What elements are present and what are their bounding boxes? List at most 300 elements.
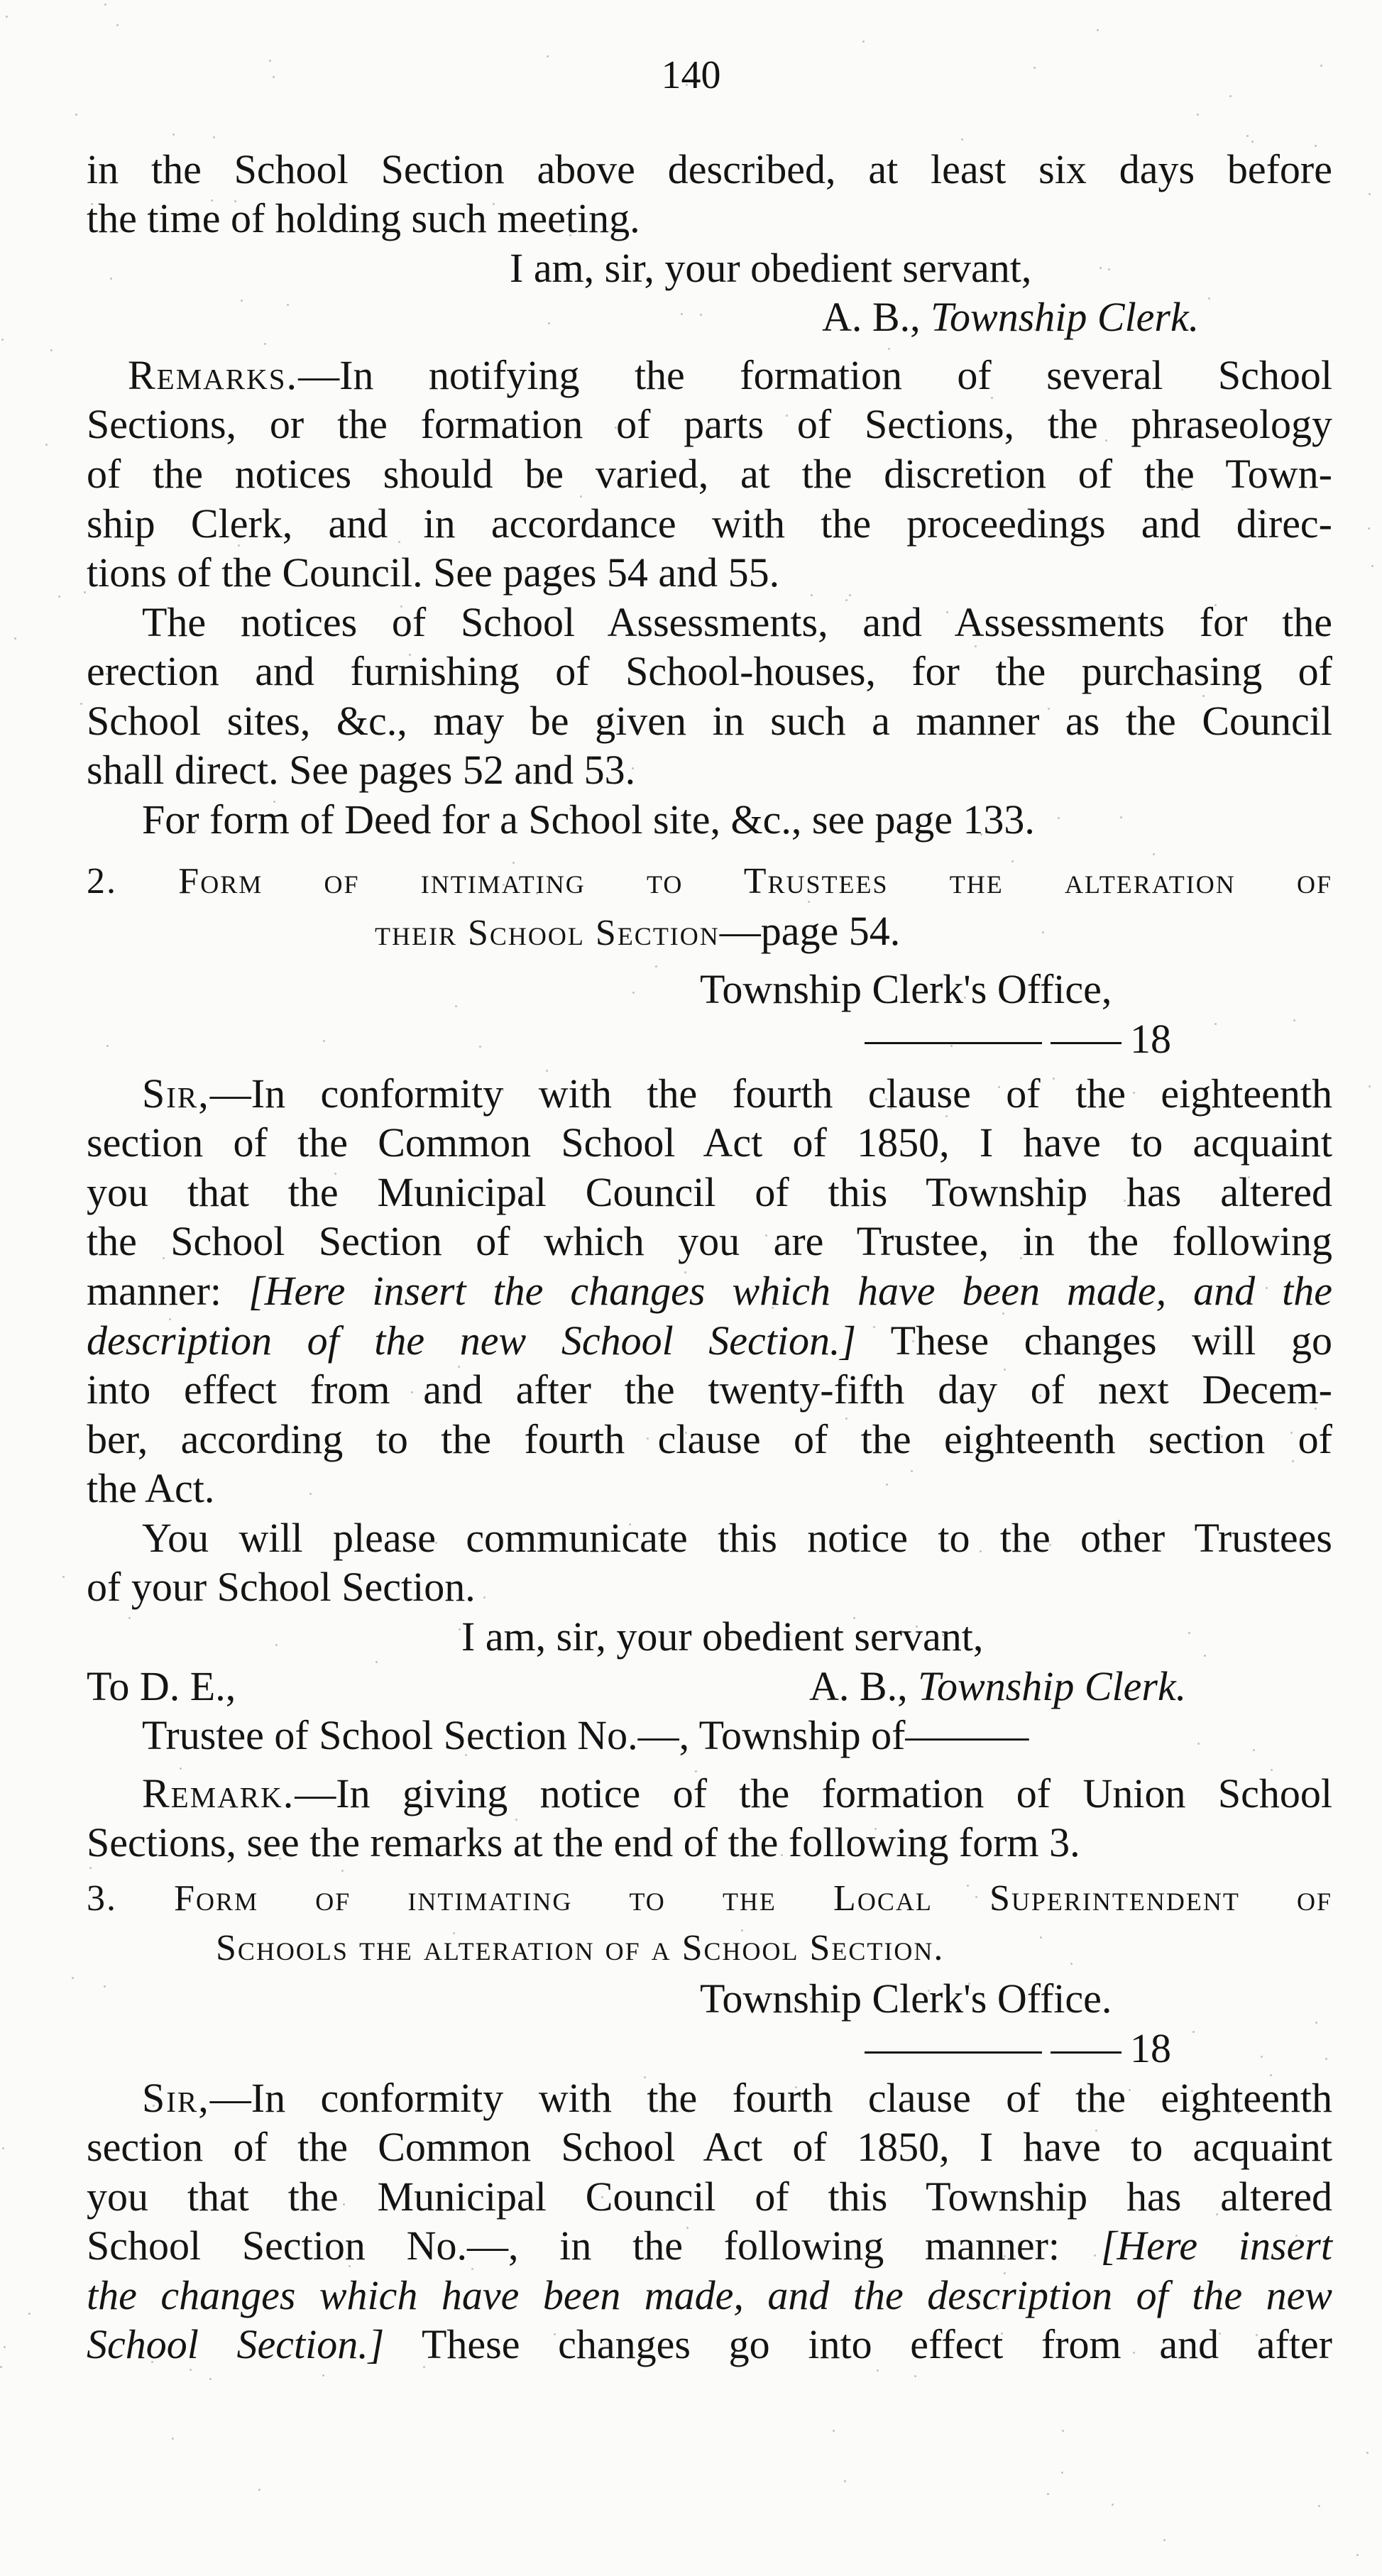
- office-line: Township Clerk's Office.: [700, 1975, 1112, 2022]
- paper-speck: [1256, 2334, 1258, 2336]
- addressee: To D. E.,: [87, 1663, 236, 1709]
- paper-speck: [512, 862, 515, 864]
- paper-speck: [75, 114, 77, 116]
- paper-speck: [961, 138, 963, 141]
- remark-line: Remark.—In giving notice of the formation of Union School: [142, 1770, 1332, 1816]
- paper-speck: [700, 314, 702, 316]
- paper-speck: [1033, 67, 1036, 69]
- paper-speck: [1292, 1460, 1294, 1462]
- paper-speck: [1133, 1092, 1135, 1094]
- paper-speck: [163, 1257, 165, 1259]
- paper-speck: [1034, 329, 1036, 331]
- paper-speck: [275, 1644, 278, 1646]
- paper-speck: [1315, 2022, 1317, 2024]
- paper-speck: [435, 1542, 437, 1544]
- paper-speck: [1208, 297, 1210, 300]
- paper-speck: [888, 348, 890, 350]
- paper-speck: [1070, 1963, 1073, 1965]
- paper-speck: [853, 1617, 855, 1619]
- paper-speck: [1251, 141, 1254, 143]
- date-blank: [1051, 1042, 1121, 1044]
- paper-speck: [664, 481, 666, 483]
- paper-speck: [180, 1767, 182, 1770]
- paper-speck: [912, 1340, 914, 1342]
- paper-speck: [1202, 695, 1205, 697]
- paper-speck: [870, 2241, 872, 2243]
- paper-speck: [238, 544, 240, 547]
- paper-speck: [1188, 1632, 1190, 1634]
- paper-speck: [810, 1997, 812, 2000]
- signature-title: Township Clerk.: [931, 294, 1200, 340]
- text-line: School Section.] These changes go into effect from and after: [87, 2321, 1332, 2367]
- remarks-line: Remarks.—In notifying the formation of several School: [128, 352, 1332, 398]
- paper-speck: [1062, 2430, 1064, 2432]
- paper-speck: [1253, 1749, 1255, 1751]
- paper-speck: [1356, 2554, 1359, 2556]
- paper-speck: [685, 1432, 687, 1434]
- paper-speck: [1124, 1200, 1126, 1202]
- paper-speck: [849, 594, 851, 596]
- text-line: School Section No.—, in the following manner: [Here insert: [87, 2223, 1332, 2269]
- paper-speck: [1317, 711, 1319, 713]
- paper-speck: [590, 757, 592, 760]
- closing-line: I am, sir, your obedient servant,: [461, 1613, 984, 1660]
- paper-speck: [911, 1470, 913, 1472]
- paper-speck: [6, 16, 8, 18]
- paper-speck: [106, 1045, 109, 1047]
- paper-speck: [241, 300, 243, 302]
- paper-speck: [1191, 2090, 1193, 2092]
- paper-speck: [273, 801, 275, 803]
- paper-speck: [1002, 1312, 1004, 1315]
- paper-speck: [750, 994, 752, 996]
- paper-speck: [309, 1493, 312, 1495]
- paper-speck: [153, 2105, 155, 2107]
- form-heading-line2: Schools the alteration of a School Section.: [216, 1928, 945, 1968]
- paper-speck: [708, 425, 711, 427]
- paper-speck: [1124, 622, 1126, 624]
- paper-speck: [844, 2480, 846, 2482]
- signature-name: A. B.,: [822, 294, 921, 340]
- paper-speck: [1204, 1655, 1206, 1657]
- paper-speck: [688, 629, 690, 631]
- paper-speck: [789, 1633, 791, 1635]
- paper-speck: [647, 1437, 649, 1440]
- text-line: You will please communicate this notice to the other Trustees: [142, 1515, 1332, 1561]
- text-line: ship Clerk, and in accordance with the proceedings and direc-: [87, 500, 1332, 547]
- paper-speck: [411, 1391, 413, 1393]
- paper-speck: [375, 1661, 378, 1663]
- paper-speck: [1192, 2031, 1195, 2033]
- text-line: you that the Municipal Council of this Township has altered: [87, 1169, 1332, 1215]
- paper-speck: [1108, 268, 1110, 270]
- paper-speck: [823, 257, 825, 259]
- paper-speck: [686, 84, 688, 86]
- text-line: ber, according to the fourth clause of the eighteenth section of: [87, 1416, 1332, 1462]
- paper-speck: [1270, 2074, 1272, 2076]
- paper-speck: [264, 343, 266, 345]
- paper-speck: [1320, 65, 1322, 67]
- paper-speck: [1120, 816, 1122, 818]
- paper-speck: [2, 2147, 4, 2149]
- signature-name: A. B.,: [809, 1663, 908, 1709]
- paper-speck: [45, 444, 48, 446]
- paper-speck: [1049, 1544, 1051, 1546]
- paper-speck: [845, 1418, 848, 1420]
- paper-speck: [1237, 2112, 1239, 2114]
- paper-speck: [190, 2369, 192, 2371]
- paper-speck: [89, 1867, 92, 1869]
- paper-speck: [644, 2076, 646, 2078]
- paper-speck: [80, 703, 82, 705]
- text-line: tions of the Council. See pages 54 and 55.: [87, 549, 780, 596]
- paper-speck: [1097, 29, 1099, 31]
- paper-speck: [1318, 2505, 1320, 2507]
- text-line: The notices of School Assessments, and Assessments for the: [142, 599, 1332, 645]
- signature: [822, 293, 1199, 341]
- salutation: Sir,: [142, 1070, 210, 1117]
- paper-speck: [975, 1896, 977, 1898]
- paper-speck: [632, 767, 634, 769]
- paper-speck: [942, 1634, 944, 1636]
- paper-speck: [1295, 2235, 1298, 2237]
- paper-speck: [1315, 145, 1317, 147]
- paper-speck: [946, 611, 948, 613]
- paper-speck: [773, 1302, 775, 1304]
- paper-speck: [128, 1617, 131, 1619]
- paper-speck: [106, 673, 108, 675]
- paper-speck: [1004, 2272, 1006, 2274]
- paper-speck: [558, 728, 560, 730]
- paper-speck: [772, 1307, 774, 1309]
- paper-speck: [546, 1070, 548, 1072]
- text-line: the changes which have been made, and the description of the new: [87, 2272, 1332, 2318]
- paper-speck: [890, 1107, 892, 1109]
- paper-speck: [289, 1548, 291, 1550]
- paper-speck: [269, 60, 271, 62]
- paper-speck: [954, 2307, 956, 2309]
- paper-speck: [1219, 2333, 1221, 2335]
- paper-speck: [928, 1990, 930, 1992]
- date-line: 18: [865, 1015, 1171, 1063]
- paper-speck: [1190, 418, 1192, 420]
- paper-speck: [1366, 2452, 1369, 2454]
- text-line: For form of Deed for a School site, &c., see page 133.: [142, 796, 1035, 843]
- paper-speck: [1133, 2352, 1135, 2354]
- paper-speck: [580, 495, 582, 498]
- paper-speck: [398, 541, 400, 543]
- paper-speck: [287, 1450, 290, 1452]
- paper-speck: [502, 1089, 504, 1091]
- trustee-line: Trustee of School Section No.—, Township of———: [142, 1712, 1029, 1758]
- form-heading: 2. Form of intimating to Trustees the alteration of: [87, 861, 1332, 901]
- paper-speck: [964, 997, 966, 999]
- paper-speck: [686, 2227, 689, 2229]
- paper-speck: [1271, 1769, 1273, 1771]
- paper-speck: [453, 1932, 455, 1934]
- paper-speck: [965, 1834, 967, 1836]
- paper-speck: [323, 1040, 325, 1042]
- paper-speck: [741, 1929, 743, 1931]
- paper-speck: [234, 200, 236, 202]
- remark-label: Remark.: [142, 1770, 295, 1816]
- paper-speck: [1293, 1019, 1295, 1021]
- paper-speck: [465, 1754, 467, 1756]
- paper-speck: [873, 1326, 875, 1328]
- paper-speck: [409, 654, 411, 656]
- paper-speck: [503, 884, 505, 886]
- text-line: Sections, see the remarks at the end of the following form 3.: [87, 1819, 1080, 1865]
- paper-speck: [488, 885, 490, 887]
- paper-speck: [455, 1005, 457, 1007]
- paper-speck: [194, 830, 197, 832]
- text-line: description of the new School Section.] These changes will go: [87, 1317, 1333, 1364]
- paper-speck: [1105, 439, 1107, 442]
- paper-speck: [1163, 2539, 1166, 2541]
- paper-speck: [681, 313, 683, 315]
- paper-speck: [1112, 2504, 1114, 2506]
- paper-speck: [1264, 513, 1266, 515]
- text-line: School sites, &c., may be given in such a manner as the Council: [87, 698, 1332, 744]
- paper-speck: [1266, 1287, 1268, 1289]
- remarks-label: Remarks.: [128, 352, 299, 398]
- paper-speck: [1214, 604, 1217, 606]
- paper-speck: [62, 1576, 65, 1578]
- paper-speck: [151, 2361, 153, 2363]
- paper-speck: [967, 1885, 969, 1887]
- paper-speck: [863, 2193, 865, 2195]
- text-line: erection and furnishing of School-houses, for the purchasing of: [87, 648, 1332, 694]
- paper-speck: [1369, 193, 1371, 195]
- paper-speck: [547, 55, 549, 57]
- paper-speck: [1020, 1257, 1022, 1259]
- paper-speck: [278, 1734, 280, 1736]
- paper-speck: [886, 1484, 888, 1486]
- paper-speck: [343, 2203, 345, 2205]
- paper-speck: [209, 764, 212, 767]
- text-line: section of the Common School Act of 1850, I have to acquaint: [87, 2124, 1332, 2170]
- paper-speck: [874, 1828, 877, 1830]
- paper-speck: [1246, 135, 1249, 137]
- paper-speck: [258, 2489, 261, 2491]
- paper-speck: [423, 2366, 425, 2368]
- paper-speck: [493, 203, 495, 205]
- paper-speck: [662, 582, 664, 584]
- date-blank: [1051, 2051, 1121, 2054]
- paper-speck: [1118, 1520, 1120, 1522]
- paper-speck: [601, 2196, 603, 2198]
- paper-speck: [914, 2375, 916, 2377]
- paper-speck: [458, 1366, 460, 1368]
- paper-speck: [213, 136, 215, 138]
- paper-speck: [1053, 1078, 1055, 1080]
- paper-speck: [366, 572, 368, 574]
- page-number: 140: [661, 53, 721, 97]
- paper-speck: [341, 1870, 344, 1872]
- closing-line: I am, sir, your obedient servant,: [510, 245, 1032, 291]
- paper-speck: [536, 892, 538, 894]
- paper-speck: [456, 1836, 458, 1838]
- paper-speck: [1325, 2058, 1327, 2060]
- paper-speck: [1011, 860, 1014, 862]
- paper-speck: [483, 1596, 486, 1599]
- paper-speck: [1218, 2288, 1220, 2290]
- text-line: you that the Municipal Council of this Township has altered: [87, 2174, 1332, 2220]
- paper-speck: [945, 1115, 948, 1117]
- paper-speck: [997, 2308, 999, 2310]
- paper-speck: [345, 573, 347, 575]
- paper-speck: [655, 965, 657, 968]
- paper-speck: [1248, 1176, 1250, 1178]
- paper-speck: [544, 481, 546, 483]
- paper-speck: [795, 2086, 797, 2088]
- paper-speck: [548, 322, 550, 324]
- letter-line: Sir,—In conformity with the fourth clause of the eighteenth: [142, 1070, 1332, 1117]
- date-line: 18: [865, 2024, 1171, 2073]
- date-blank: [865, 1042, 1042, 1044]
- paper-speck: [104, 1985, 106, 1988]
- paper-speck: [84, 591, 86, 593]
- paper-speck: [941, 1202, 943, 1204]
- text-line: manner: [Here insert the changes which have been made, and the: [87, 1268, 1332, 1314]
- form-heading: 3. Form of intimating to the Local Superintendent of: [87, 1878, 1332, 1919]
- paper-speck: [1153, 853, 1155, 855]
- paper-speck: [104, 4, 106, 6]
- paper-speck: [459, 1628, 461, 1630]
- paper-speck: [808, 901, 810, 903]
- paper-speck: [1290, 1432, 1293, 1434]
- text-line: the time of holding such meeting.: [87, 195, 640, 241]
- paper-speck: [1315, 1408, 1317, 1410]
- paper-speck: [1004, 1369, 1006, 1371]
- paper-speck: [713, 986, 715, 988]
- paper-speck: [845, 599, 848, 601]
- text-line: shall direct. See pages 52 and 53.: [87, 747, 636, 793]
- paper-speck: [908, 1102, 910, 1105]
- office-line: Township Clerk's Office,: [700, 966, 1112, 1012]
- paper-speck: [778, 1745, 780, 1748]
- paper-speck: [1197, 1743, 1200, 1745]
- paper-speck: [14, 637, 16, 640]
- paper-speck: [172, 133, 175, 136]
- paper-speck: [209, 2378, 212, 2380]
- paper-speck: [116, 24, 119, 26]
- paper-speck: [833, 2430, 835, 2432]
- text-line: Sections, or the formation of parts of Sections, the phraseology: [87, 401, 1332, 447]
- paper-speck: [400, 605, 402, 608]
- paper-speck: [211, 199, 213, 202]
- paper-speck: [632, 992, 635, 994]
- paper-speck: [285, 1445, 287, 1447]
- paper-speck: [279, 1858, 281, 1860]
- paper-speck: [765, 1234, 767, 1237]
- paper-speck: [870, 371, 872, 373]
- paper-speck: [1200, 1447, 1202, 1449]
- paper-speck: [1214, 1023, 1217, 1025]
- paper-speck: [1261, 2056, 1263, 2058]
- text-line: in the School Section above described, at least six days before: [87, 146, 1332, 192]
- paper-speck: [0, 2366, 2, 2368]
- paper-speck: [169, 1318, 171, 1320]
- paper-speck: [615, 427, 617, 429]
- paper-speck: [569, 234, 571, 236]
- paper-speck: [1095, 2130, 1097, 2132]
- paper-speck: [1048, 708, 1050, 710]
- letter-line: Sir,—In conformity with the fourth clause of the eighteenth: [142, 2075, 1332, 2121]
- paper-speck: [1368, 527, 1370, 530]
- paper-speck: [1371, 565, 1373, 567]
- paper-speck: [1047, 2493, 1049, 2495]
- paper-speck: [1040, 1936, 1042, 1939]
- paper-speck: [515, 1819, 517, 1821]
- paper-speck: [285, 612, 287, 614]
- text-line: of your School Section.: [87, 1564, 476, 1610]
- paper-speck: [975, 645, 977, 647]
- text-line: of the notices should be varied, at the discretion of the Town-: [87, 451, 1332, 497]
- paper-speck: [349, 2265, 351, 2267]
- paper-speck: [91, 203, 93, 205]
- paper-speck: [998, 1086, 1000, 1088]
- paper-speck: [1099, 267, 1102, 269]
- paper-speck: [172, 2438, 174, 2440]
- paper-speck: [980, 1550, 982, 1552]
- paper-speck: [1, 339, 4, 341]
- paper-speck: [569, 808, 571, 810]
- paper-speck: [811, 594, 813, 596]
- text-line: into effect from and after the twenty-fifth day of next Decem-: [87, 1366, 1332, 1413]
- paper-speck: [1094, 2254, 1096, 2257]
- paper-speck: [273, 76, 275, 78]
- paper-speck: [72, 1977, 74, 1979]
- paper-speck: [968, 1983, 970, 1985]
- paper-speck: [603, 1251, 605, 1254]
- paper-speck: [515, 2298, 517, 2300]
- paper-speck: [58, 596, 60, 598]
- paper-speck: [1090, 1694, 1092, 1697]
- signature-title: Township Clerk.: [918, 1663, 1187, 1709]
- paper-speck: [1001, 2333, 1003, 2335]
- paper-speck: [862, 40, 865, 43]
- paper-speck: [629, 1523, 631, 1525]
- paper-speck: [1058, 817, 1060, 819]
- paper-speck: [877, 2369, 879, 2372]
- paper-speck: [1197, 114, 1199, 116]
- paper-speck: [1039, 1395, 1041, 1397]
- paper-speck: [737, 1138, 740, 1140]
- paper-speck: [1129, 2089, 1131, 2091]
- text-line: the Act.: [87, 1465, 215, 1511]
- salutation: Sir,: [142, 2075, 210, 2121]
- text-line: section of the Common School Act of 1850, I have to acquaint: [87, 1119, 1332, 1166]
- paper-speck: [1163, 1692, 1166, 1694]
- paper-speck: [471, 2268, 473, 2270]
- paper-speck: [50, 349, 53, 351]
- paper-speck: [287, 304, 289, 306]
- paper-speck: [4, 2346, 6, 2348]
- paper-speck: [952, 733, 954, 735]
- paper-speck: [786, 415, 788, 417]
- paper-speck: [479, 1046, 481, 1048]
- paper-speck: [781, 1854, 783, 1856]
- paper-speck: [28, 2313, 31, 2315]
- paper-speck: [980, 833, 982, 835]
- signature: [809, 1662, 1186, 1711]
- paper-speck: [110, 278, 112, 280]
- paper-speck: [1229, 95, 1232, 97]
- paper-speck: [695, 1770, 697, 1772]
- form-heading-line2: their School Section—page 54.: [375, 908, 901, 954]
- paper-speck: [322, 2374, 324, 2377]
